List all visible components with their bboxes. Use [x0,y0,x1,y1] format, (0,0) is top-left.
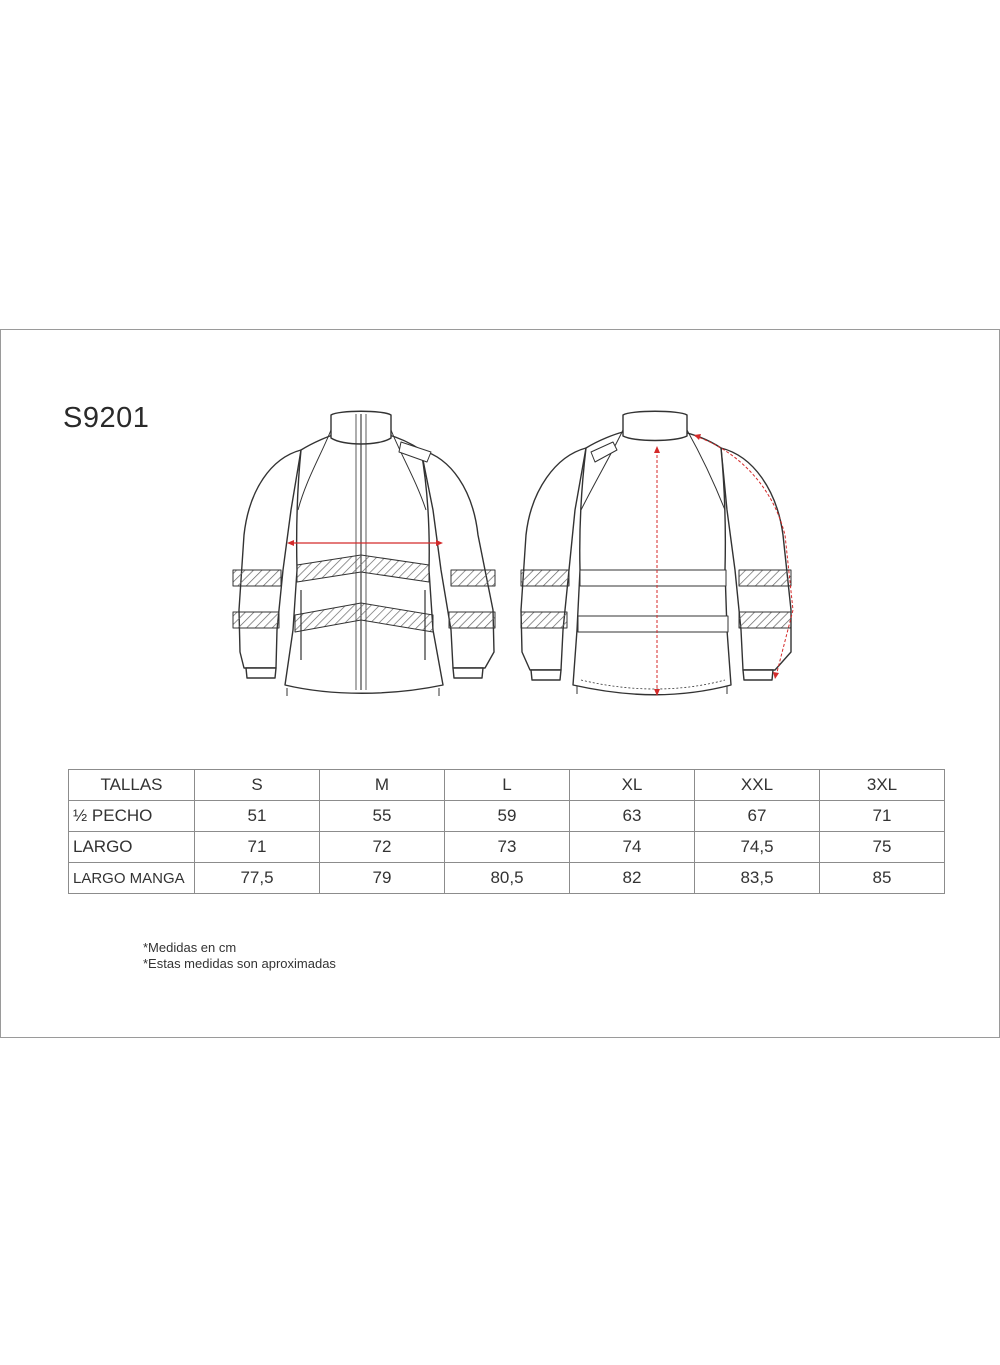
table-cell: 59 [445,801,570,832]
table-header-row [69,770,945,801]
row-label-length: LARGO [69,832,195,863]
model-code: S9201 [63,402,150,434]
row-label-half-chest: ½ PECHO [69,801,195,832]
table-cell: 71 [820,801,945,832]
table-row [69,863,945,894]
table-cell: 63 [570,801,695,832]
jacket-technical-drawing [1,330,999,710]
table-cell: 72 [320,832,445,863]
size-chart-sheet [0,329,1000,1038]
table-cell: 67 [695,801,820,832]
table-cell: 74,5 [695,832,820,863]
footnote-units: *Medidas en cm [143,940,237,955]
table-row [69,801,945,832]
table-cell: 55 [320,801,445,832]
header-cell-m: M [320,770,445,801]
table-cell: 77,5 [195,863,320,894]
table-cell: 85 [820,863,945,894]
table-cell: 73 [445,832,570,863]
header-cell-s: S [195,770,320,801]
table-cell: 51 [195,801,320,832]
table-cell: 71 [195,832,320,863]
table-cell: 83,5 [695,863,820,894]
table-cell: 75 [820,832,945,863]
table-cell: 74 [570,832,695,863]
jacket-front-view [233,411,495,696]
size-table [68,769,945,894]
table-cell: 79 [320,863,445,894]
header-cell-3xl: 3XL [820,770,945,801]
header-cell-xl: XL [570,770,695,801]
table-row [69,832,945,863]
footnotes [143,940,336,972]
header-cell-tallas: TALLAS [69,770,195,801]
header-cell-xxl: XXL [695,770,820,801]
row-label-sleeve-length: LARGO MANGA [69,863,195,894]
header-cell-l: L [445,770,570,801]
table-cell: 80,5 [445,863,570,894]
footnote-approximate: *Estas medidas son aproximadas [143,956,336,971]
table-cell: 82 [570,863,695,894]
jacket-back-view [521,411,791,695]
